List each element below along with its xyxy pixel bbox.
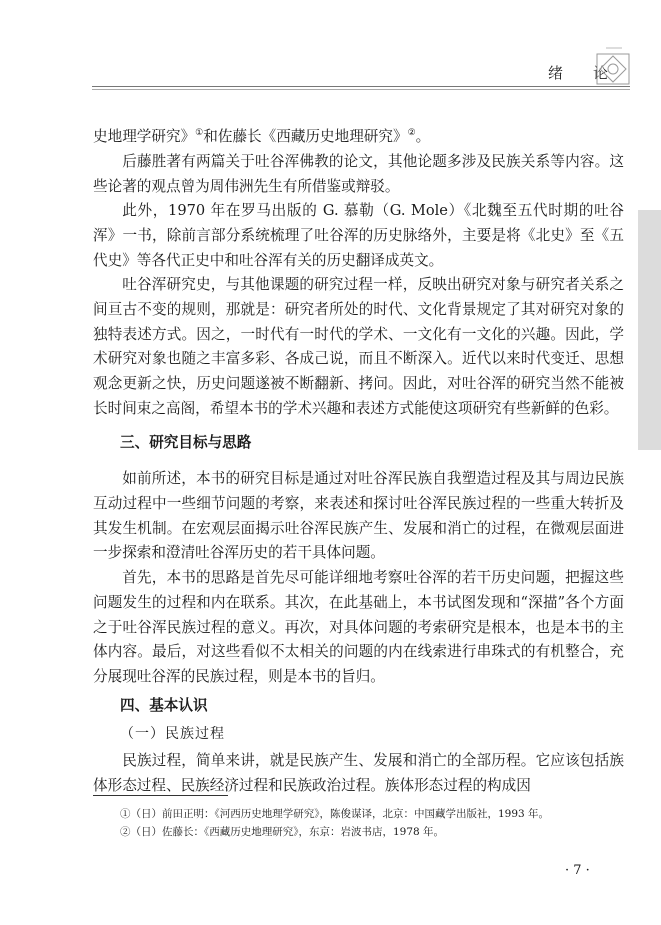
paragraph-continuation: 史地理学研究》①和佐藤长《西藏历史地理研究》②。 [93, 128, 431, 145]
section-heading: 三、研究目标与思路 [120, 434, 252, 451]
running-head: 绪论 [548, 64, 639, 82]
subsection-heading: （一）民族过程 [120, 726, 225, 742]
footnote: ①（日）前田正明：《河西历史地理学研究》，陈俊谋译，北京：中国藏学出版社，1993 年。 [120, 808, 550, 820]
paragraph: 此外，1970 年在罗马出版的 G. 慕勒（G. Mole）《北魏至五代时期的吐谷浑》一书，除前言部分系统梳理了吐谷浑的历史脉络外，主要是将《北史》至《五代史》等各代正史中和吐谷浑有关的历史翻译成英文。 [93, 202, 624, 269]
side-strip [638, 210, 661, 450]
ornament-icon [596, 40, 630, 86]
header-rule-thin [92, 89, 630, 90]
footnote-ref-2[interactable]: ② [407, 128, 416, 139]
header-rule [92, 86, 630, 87]
footnote-rule [93, 795, 228, 796]
paragraph: 首先，本书的思路是首先尽可能详细地考察吐谷浑的若干历史问题，把握这些问题发生的过程和内在联系。其次，在此基础上，本书试图发现和“深描”各个方面之于吐谷浑民族过程的意义。再次，对具体问题的考索研究是根本，也是本书的主体内容。最后，对这些看似不太相关的问题的内在线索进行串珠式的有机整合，充分展现吐谷浑的民族过程，则是本书的旨归。 [93, 569, 624, 686]
paragraph: 民族过程，简单来讲，就是民族产生、发展和消亡的全部历程。它应该包括族体形态过程、民族经济过程和民族政治过程。族体形态过程的构成因 [93, 752, 624, 794]
paragraph: 如前所述，本书的研究目标是通过对吐谷浑民族自我塑造过程及其与周边民族互动过程中一些细节问题的考察，来表述和探讨吐谷浑民族过程的一些重大转折及其发生机制。在宏观层面揭示吐谷浑民族产生、发展和消亡的过程，在微观层面进一步探索和澄清吐谷浑历史的若干具体问题。 [93, 470, 624, 562]
page-number: · 7 · [565, 863, 590, 878]
footnote: ②（日）佐藤长：《西藏历史地理研究》，东京：岩波书店，1978 年。 [120, 826, 445, 838]
footnote-ref-1[interactable]: ① [195, 128, 204, 139]
paragraph: 后藤胜著有两篇关于吐谷浑佛教的论文，其他论题多涉及民族关系等内容。这些论著的观点曾为周伟洲先生有所借鉴或辩驳。 [93, 153, 624, 195]
paragraph: 吐谷浑研究史，与其他课题的研究过程一样，反映出研究对象与研究者关系之间亘古不变的规则，那就是：研究者所处的时代、文化背景规定了其对研究对象的独特表述方式。因之，一时代有一时代的学术、一文化有一文化的兴趣。因此，学术研究对象也随之丰富多彩、各成己说，而且不断深入。近代以来时代变迁、思想观念更新之快，历史问题遂被不断翻新、拷问。因此，对吐谷浑的研究当然不能被长时间束之高阁，希望本书的学术兴趣和表述方式能使这项研究有些新鲜的色彩。 [93, 276, 624, 417]
section-heading: 四、基本认识 [120, 697, 208, 714]
